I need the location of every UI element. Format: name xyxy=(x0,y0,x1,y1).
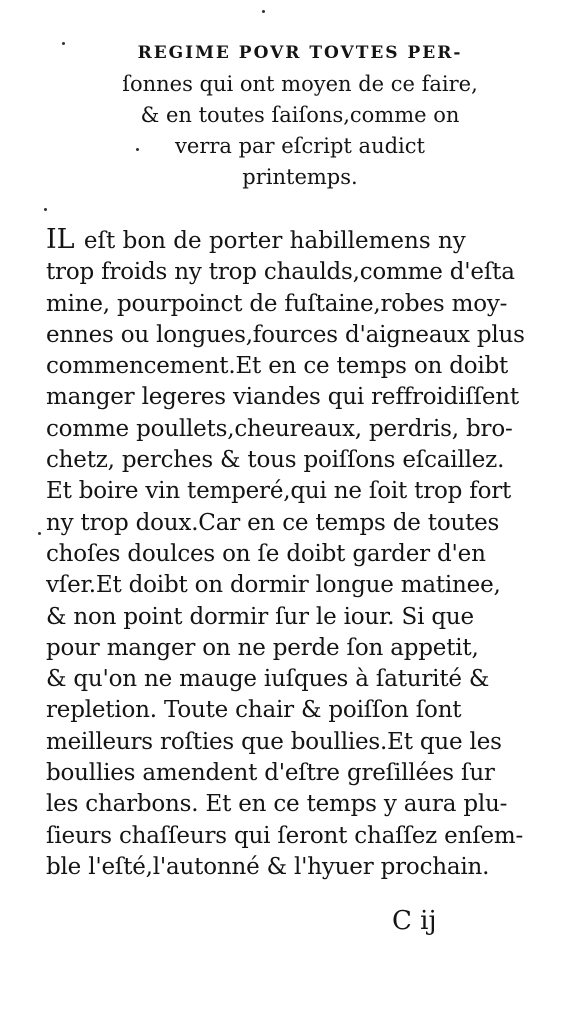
text-line: comme poullets,cheureaux, perdris, bro- xyxy=(46,415,513,442)
ink-speck xyxy=(44,208,47,211)
text-line: mine, pourpoinct de fuſtaine,robes moy- xyxy=(46,290,508,317)
text-line: Et boire vin temperé,qui ne ſoit trop fort xyxy=(46,478,512,505)
ink-speck xyxy=(38,532,41,535)
text-line: trop froids ny trop chaulds,comme d'eſta xyxy=(46,259,515,286)
text-line: choſes doulces on ſe doibt garder d'en xyxy=(46,540,486,567)
body-paragraph xyxy=(46,224,546,883)
heading-line: REGIME POVR TOVTES PER- xyxy=(137,43,463,63)
text-line: & qu'on ne mauge iuſques à ſaturité & xyxy=(46,666,490,693)
text-line: ennes ou longues,fources d'aigneaux plus xyxy=(46,321,525,348)
text-line: ſieurs chaſſeurs qui ſeront chaſſez enſem- xyxy=(46,822,524,849)
text-line xyxy=(46,224,546,257)
text-line: ble l'eſté,l'autonné & l'hyuer prochain. xyxy=(46,853,490,880)
text-line: les charbons. Et en ce temps y aura plu- xyxy=(46,791,508,818)
text-line-rest: eſt bon de porter habillemens ny xyxy=(76,228,466,254)
dropcap: IL xyxy=(46,224,75,255)
heading-line: verra par eſcript audict xyxy=(175,134,425,158)
text-line: vſer.Et doibt on dormir longue matinee, xyxy=(46,572,501,599)
text-line: boullies amendent d'eſtre greſillées ſur xyxy=(46,760,495,787)
text-line: ny trop doux.Car en ce temps de toutes xyxy=(46,509,500,536)
chapter-heading xyxy=(40,38,560,193)
text-line: commencement.Et en ce temps on doibt xyxy=(46,353,509,380)
text-line: chetz, perches & tous poiſſons eſcaillez. xyxy=(46,447,505,474)
heading-line: ſonnes qui ont moyen de ce faire, xyxy=(122,72,478,96)
heading-line: & en toutes ſaiſons,comme on xyxy=(140,103,460,127)
text-line: meilleurs roſties que boullies.Et que les xyxy=(46,728,502,755)
text-line: repletion. Toute chair & poiſſon ſont xyxy=(46,697,462,724)
signature-mark: C ij xyxy=(392,906,437,936)
text-line: pour manger on ne perde ſon appetit, xyxy=(46,634,479,661)
text-line: & non point dormir ſur le iour. Si que xyxy=(46,603,474,630)
heading-line: printemps. xyxy=(242,165,358,189)
ink-speck xyxy=(262,10,265,13)
text-line: manger legeres viandes qui reffroidiſſent xyxy=(46,384,519,411)
